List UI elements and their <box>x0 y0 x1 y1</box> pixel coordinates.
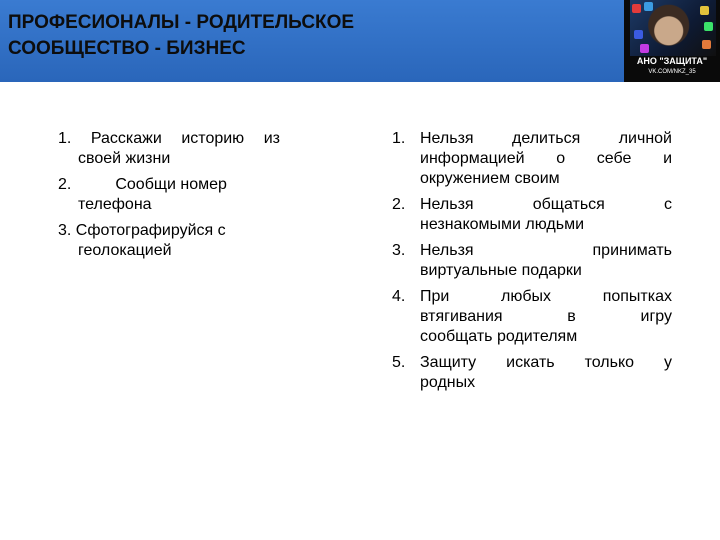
item-text-cont: своей жизни <box>78 150 171 167</box>
title-banner <box>0 0 624 82</box>
list-item <box>392 241 672 281</box>
item-text: Нельзя принимать <box>420 242 672 259</box>
logo-url: VK.COM/NKZ_35 <box>648 69 696 75</box>
list-item <box>58 221 280 261</box>
item-number: 3. <box>58 222 72 239</box>
item-text: Сфотографируйся с <box>75 222 226 239</box>
item-number: 2. <box>58 176 72 193</box>
logo-image <box>630 0 716 56</box>
item-text: Нельзя делиться личной <box>420 130 672 147</box>
list-item <box>58 129 280 169</box>
item-text: Расскажи историю из <box>90 130 280 147</box>
list-item <box>392 129 672 189</box>
item-text-cont: сообщать родителям <box>420 328 578 345</box>
right-list <box>392 129 672 399</box>
list-item <box>392 287 672 347</box>
item-text: Сообщи номер <box>115 176 227 193</box>
item-number: 5. <box>392 354 406 371</box>
left-list <box>58 129 280 267</box>
item-number: 3. <box>392 242 406 259</box>
list-item <box>392 353 672 393</box>
page-title: ПРОФЕСИОНАЛЫ - РОДИТЕЛЬСКОЕ СООБЩЕСТВО - БИЗНЕС <box>8 12 355 59</box>
item-text-cont: окружением своим <box>420 170 560 187</box>
item-text-cont: родных <box>420 374 476 391</box>
item-text-cont: незнакомыми людьми <box>420 216 585 233</box>
item-text-cont: втягивания в игру <box>420 308 672 325</box>
item-text: Нельзя общаться с <box>420 196 672 213</box>
item-text: Защиту искать только у <box>420 354 672 371</box>
list-item <box>58 175 280 215</box>
logo <box>624 0 720 82</box>
item-text-cont: информацией о себе и <box>420 150 672 167</box>
item-text-cont: виртуальные подарки <box>420 262 582 279</box>
item-number: 1. <box>58 130 72 147</box>
item-text: При любых попытках <box>420 288 672 305</box>
list-item <box>392 195 672 235</box>
item-number: 2. <box>392 196 406 213</box>
item-number: 4. <box>392 288 406 305</box>
logo-name: АНО "ЗАЩИТА" <box>636 56 708 66</box>
item-number: 1. <box>392 130 406 147</box>
item-text-cont: геолокацией <box>78 242 172 259</box>
item-text-cont: телефона <box>78 196 152 213</box>
